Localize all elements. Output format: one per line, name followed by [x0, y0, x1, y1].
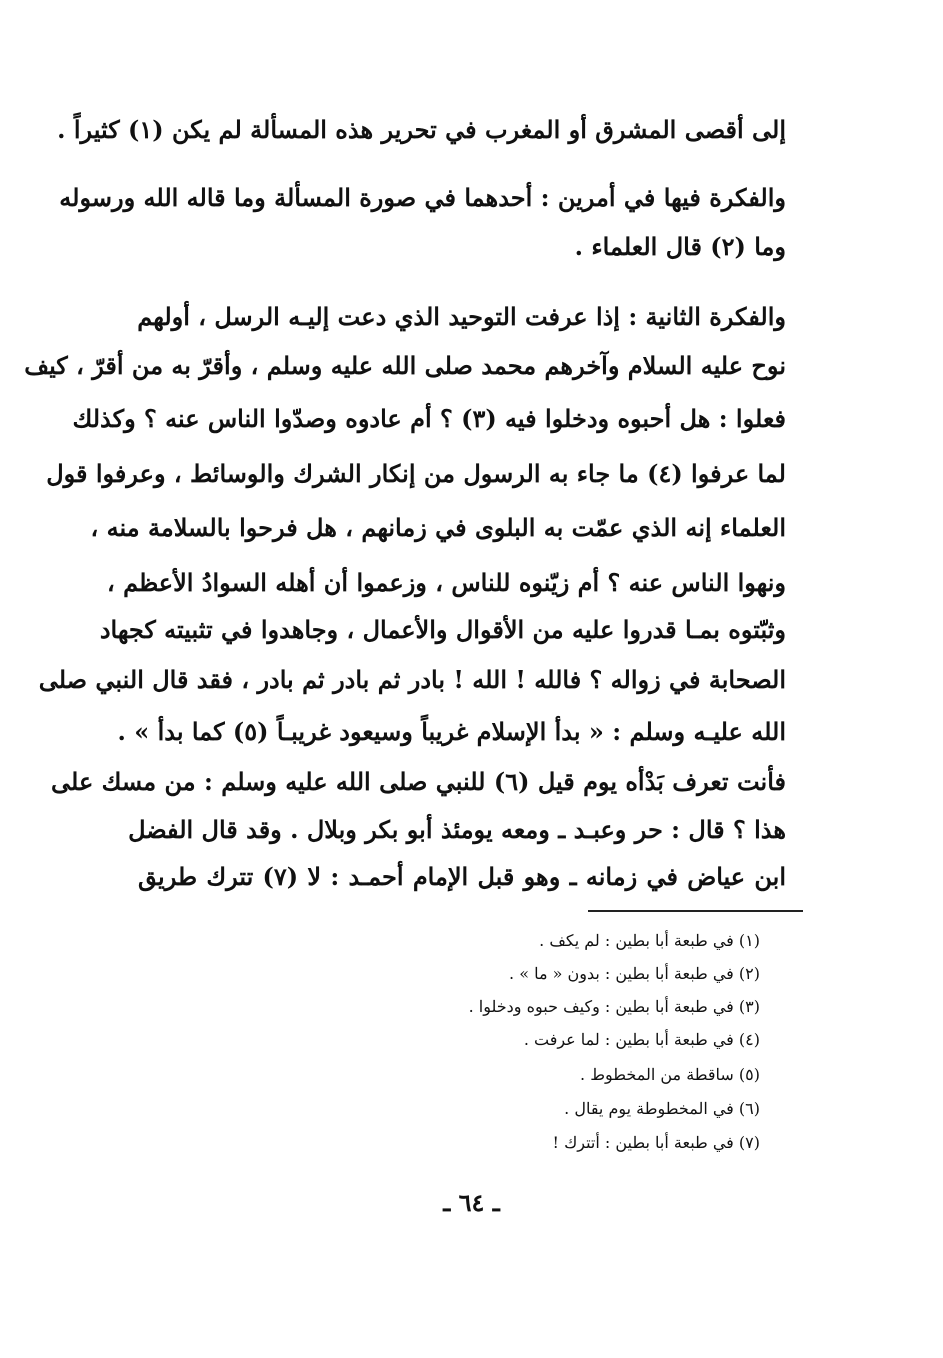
- text-line-6: فعلوا : هل أحبوه ودخلوا فيه (٣) ؟ أم عادوه وصدّوا الناس عنه ؟ وكذلك: [72, 404, 786, 433]
- footnote-5: (٥) ساقطة من المخطوط .: [580, 1065, 760, 1084]
- text-line-7: لما عرفوا (٤) ما جاء به الرسول من إنكار الشرك والوسائط ، وعرفوا قول: [46, 459, 786, 488]
- text-line-14: هذا ؟ قال : حر وعبـد ـ ومعه يومئذ أبو بكر وبلال . وقد قال الفضل: [128, 815, 786, 844]
- text-line-3: وما (٢) قال العلماء .: [574, 232, 786, 261]
- text-line-12: الله عليـه وسلم : « بدأ الإسلام غريباً وسيعود غريبـاً (٥) كما بدأ » .: [117, 717, 786, 746]
- footnote-1: (١) في طبعة أبا بطين : لم يكف .: [539, 931, 760, 950]
- text-line-1: إلى أقصى المشرق أو المغرب في تحرير هذه المسألة لم يكن (١) كثيراً .: [57, 115, 786, 144]
- page-number: ـ ٦٤ ـ: [443, 1188, 500, 1217]
- text-line-2: والفكرة فيها في أمرين : أحدهما في صورة المسألة وما قاله الله ورسوله: [59, 183, 786, 212]
- text-line-5: نوح عليه السلام وآخرهم محمد صلى الله عليه وسلم ، وأقرّ به من أقرّ ، كيف: [24, 351, 786, 380]
- text-line-9: ونهوا الناس عنه ؟ أم زيّنوه للناس ، وزعموا أن أهله السوادُ الأعظم ،: [107, 568, 786, 597]
- footnote-3: (٣) في طبعة أبا بطين : وكيف حبوه ودخلوا .: [468, 997, 760, 1016]
- text-line-10: وثبّتوه بمـا قدروا عليه من الأقوال والأعمال ، وجاهدوا في تثبيته كجهاد: [99, 615, 786, 644]
- footnote-separator: [588, 910, 803, 912]
- main-text: [24, 0, 786, 900]
- text-line-13: فأنت تعرف بَدْأه يوم قيل (٦) للنبي صلى الله عليه وسلم : من مسك على: [51, 767, 786, 796]
- text-line-8: العلماء إنه الذي عمّت به البلوى في زمانهم ، هل فرحوا بالسلامة منه ،: [90, 513, 786, 542]
- text-line-4: والفكرة الثانية : إذا عرفت التوحيد الذي دعت إليـه الرسل ، أولهم: [137, 302, 786, 331]
- footnote-2: (٢) في طبعة أبا بطين : بدون « ما » .: [509, 964, 760, 983]
- footnote-7: (٧) في طبعة أبا بطين : أتترك !: [552, 1133, 760, 1152]
- text-line-15: ابن عياض في زمانه ـ وهو قبل الإمام أحمـد : لا (٧) تترك طريق: [138, 862, 786, 891]
- footnote-4: (٤) في طبعة أبا بطين : لما عرفت .: [523, 1030, 760, 1049]
- text-line-11: الصحابة في زواله ؟ فالله ! الله ! بادر ثم بادر ثم بادر ، فقد قال النبي صلى: [38, 665, 786, 694]
- footnote-6: (٦) في المخطوطة يوم يقال .: [564, 1099, 760, 1118]
